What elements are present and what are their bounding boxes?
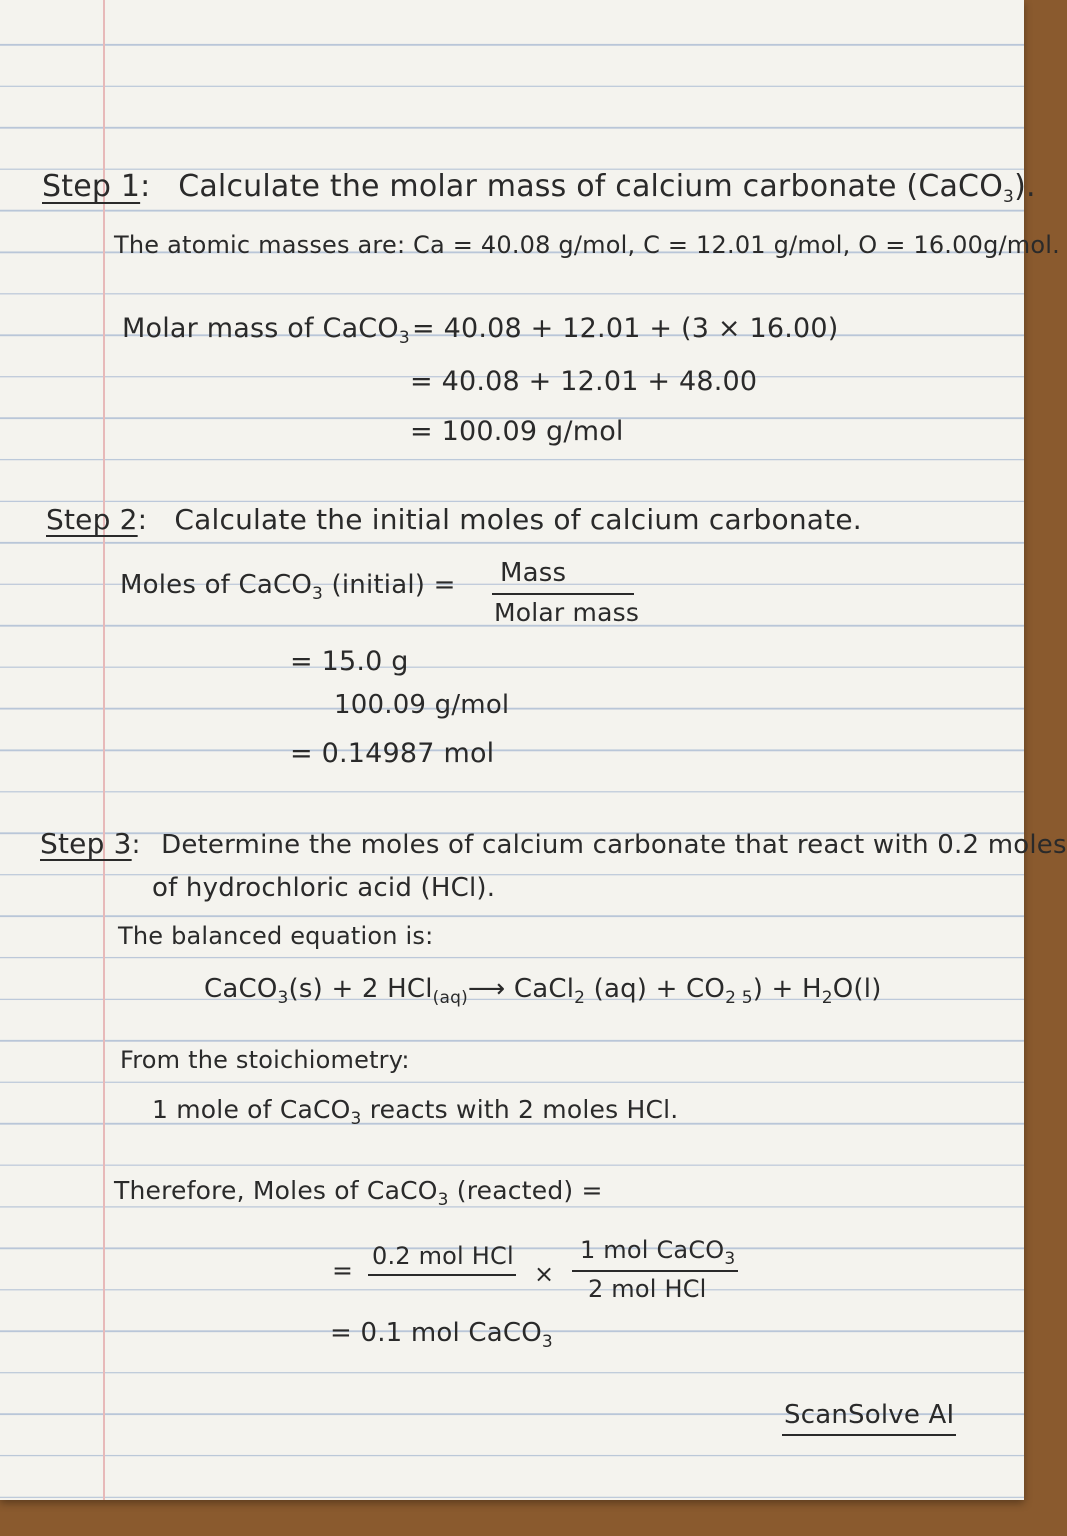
balanced-equation-intro: The balanced equation is:	[118, 922, 434, 950]
step1-title: Calculate the molar mass of calcium carbonate (CaCO	[178, 169, 1004, 204]
moles-calc-line3: = 0.14987 mol	[290, 738, 495, 769]
molar-mass-line3: = 100.09 g/mol	[410, 416, 624, 447]
fraction-denominator-molar-mass: Molar mass	[494, 598, 640, 627]
equals-sign: =	[332, 1256, 354, 1285]
stoichiometry-ratio	[152, 1095, 679, 1129]
moles-initial-lhs-end: (initial) =	[323, 570, 456, 600]
step1-title-sub: 3	[1003, 187, 1015, 207]
fraction2-numerator	[580, 1236, 736, 1269]
final-result-text: = 0.1 mol CaCO	[330, 1318, 542, 1348]
therefore-part1: Therefore, Moles of CaCO	[114, 1176, 438, 1205]
moles-calc-line1: = 15.0 g	[290, 646, 409, 677]
stoichiometry-intro: From the stoichiometry:	[120, 1046, 410, 1074]
eq-part5: ) + H	[752, 974, 822, 1004]
fraction2-bar	[572, 1270, 738, 1272]
margin-line	[103, 0, 105, 1500]
moles-initial-lhs	[120, 570, 456, 604]
step1-label: Step 1	[42, 169, 141, 204]
fraction2-denominator: 2 mol HCl	[588, 1275, 707, 1303]
step2-colon: :	[137, 503, 148, 536]
molar-mass-lhs-text: Molar mass of CaCO	[122, 313, 399, 344]
step3-label: Step 3	[40, 827, 132, 860]
step2-title: Calculate the initial moles of calcium carbonate.	[174, 503, 862, 536]
fraction2-numerator-sub: 3	[724, 1249, 736, 1269]
molar-mass-line1: = 40.08 + 12.01 + (3 × 16.00)	[412, 313, 839, 344]
eq-sub5: 2	[821, 988, 833, 1008]
eq-part1: CaCO	[204, 974, 278, 1004]
eq-part2: (s) + 2 HCl	[288, 974, 433, 1004]
moles-calc-line2: 100.09 g/mol	[334, 690, 510, 720]
times-sign: ×	[534, 1260, 555, 1288]
fraction-numerator-mass: Mass	[500, 558, 567, 588]
stoich-part2: reacts with 2 moles HCl.	[361, 1095, 679, 1124]
watermark-underline	[782, 1434, 956, 1436]
eq-sub2: (aq)	[432, 988, 468, 1008]
final-result-sub: 3	[541, 1332, 553, 1352]
balanced-equation	[204, 974, 882, 1008]
step1-title-end: ).	[1014, 169, 1036, 204]
eq-sub1: 3	[277, 988, 289, 1008]
fraction1-numerator: 0.2 mol HCl	[372, 1242, 514, 1270]
step2-heading	[46, 503, 862, 536]
step1-heading	[42, 169, 1036, 207]
therefore-part2: (reacted) =	[448, 1176, 603, 1205]
molar-mass-line2: = 40.08 + 12.01 + 48.00	[410, 366, 758, 397]
molar-mass-lhs	[122, 313, 410, 348]
eq-part3: ⟶ CaCl	[467, 974, 575, 1004]
stoich-sub: 3	[350, 1109, 362, 1129]
fraction-bar	[492, 593, 634, 595]
fraction1-bar	[368, 1274, 516, 1276]
final-result	[330, 1318, 553, 1352]
step3-title-line1: Determine the moles of calcium carbonate that react with 0.2 moles	[161, 830, 1067, 860]
step3-title-line2: of hydrochloric acid (HCl).	[152, 873, 496, 903]
eq-part4: (aq) + CO	[585, 974, 726, 1004]
step2-label: Step 2	[46, 503, 138, 536]
moles-initial-lhs-sub: 3	[312, 584, 324, 604]
molar-mass-lhs-sub: 3	[398, 328, 410, 348]
eq-sub3: 2	[574, 988, 586, 1008]
step3-heading	[40, 827, 1067, 860]
therefore-line	[114, 1176, 603, 1210]
stoich-part1: 1 mole of CaCO	[152, 1095, 351, 1124]
scansolve-watermark: ScanSolve AI	[784, 1400, 955, 1430]
atomic-masses-line: The atomic masses are: Ca = 40.08 g/mol, C = 12.01 g/mol, O = 16.00g/mol.	[114, 231, 1060, 259]
step3-colon: :	[131, 830, 141, 860]
fraction2-numerator-text: 1 mol CaCO	[580, 1236, 725, 1264]
moles-initial-lhs-text: Moles of CaCO	[120, 570, 313, 600]
step1-colon: :	[140, 169, 151, 204]
eq-sub4: 2 5	[725, 988, 753, 1008]
therefore-sub: 3	[437, 1190, 449, 1210]
eq-part6: O(l)	[832, 974, 882, 1004]
